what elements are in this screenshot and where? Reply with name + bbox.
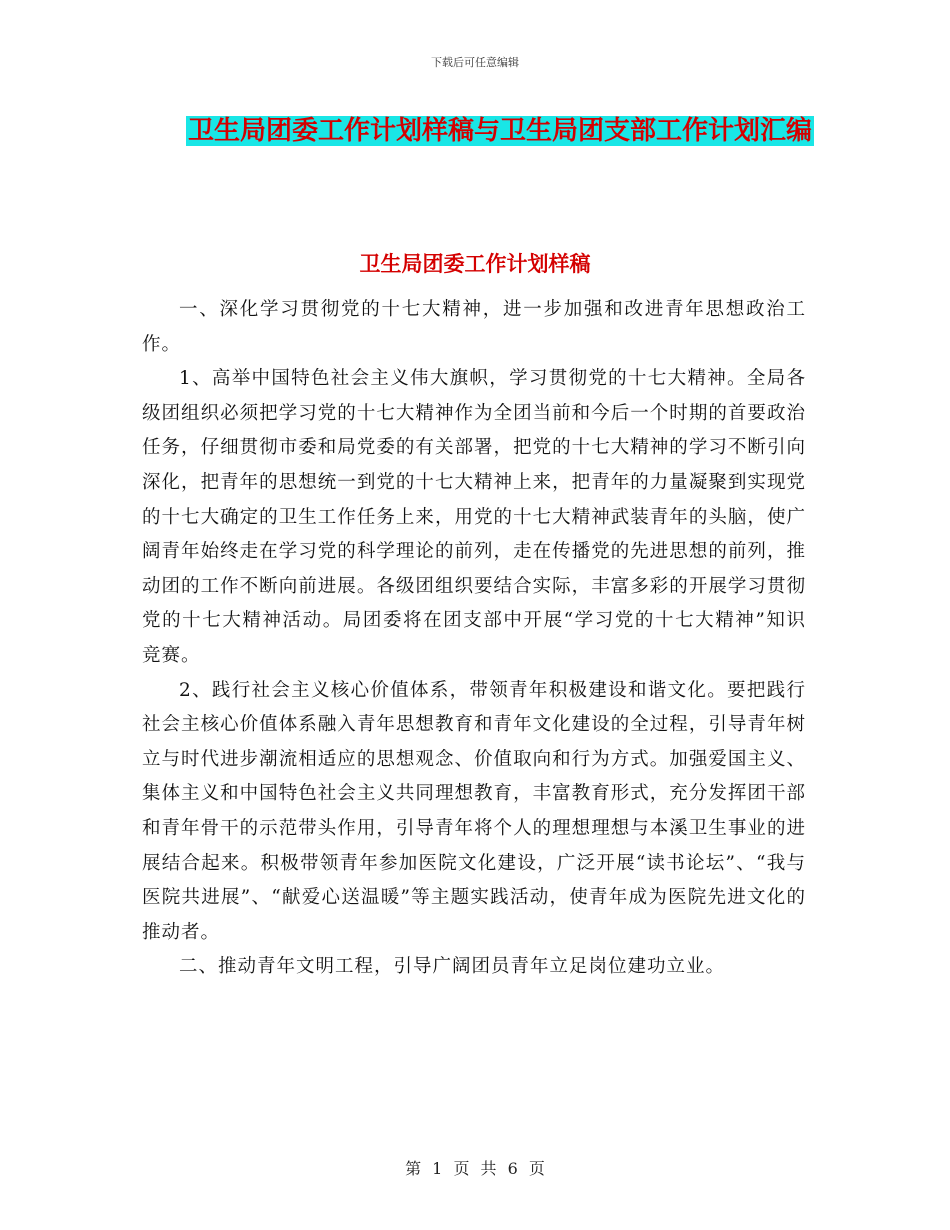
- page-header-note: 下载后可任意编辑: [431, 56, 519, 69]
- page-number-footer: 第 1 页 共 6 页: [405, 1159, 545, 1178]
- section-title: 卫生局团委工作计划样稿: [359, 252, 591, 276]
- document-title: [150, 108, 850, 154]
- paragraph: 2、践行社会主义核心价值体系，带领青年积极建设和谐文化。要把践行社会主核心价值体系融入青年思想教育和青年文化建设的全过程，引导青年树立与时代进步潮流相适应的思想观念、价值取向和行为方式。加强爱国主义、集体主义和中国特色社会主义共同理想教育，丰富教育形式，充分发挥团干部和青年骨干的示范带头作用，引导青年将个人的理想理想与本溪卫生事业的进展结合起来。积极带领青年参加医院文化建设，广泛开展“读书论坛”、“我与医院共进展”、“献爱心送温暖”等主题实践活动，使青年成为医院先进文化的推动者。: [142, 679, 806, 943]
- paragraph: 1、高举中国特色社会主义伟大旗帜，学习贯彻党的十七大精神。全局各级团组织必须把学习党的十七大精神作为全团当前和今后一个时期的首要政治任务，仔细贯彻市委和局党委的有关部署，把党的十七大精神的学习不断引向深化，把青年的思想统一到党的十七大精神上来，把青年的力量凝聚到实现党的十七大确定的卫生工作任务上来，用党的十七大精神武装青年的头脑，使广阔青年始终走在学习党的科学理论的前列，走在传播党的先进思想的前列，推动团的工作不断向前进展。各级团组织要结合实际，丰富多彩的开展学习贯彻党的十七大精神活动。局团委将在团支部中开展“学习党的十七大精神”知识竞赛。: [142, 368, 806, 666]
- document-title-text: 卫生局团委工作计划样稿与卫生局团支部工作计划汇编: [187, 116, 812, 146]
- paragraph: 二、推动青年文明工程，引导广阔团员青年立足岗位建功立业。: [179, 956, 726, 978]
- paragraph: 一、深化学习贯彻党的十七大精神，进一步加强和改进青年思想政治工作。: [142, 299, 806, 355]
- document-body: [142, 293, 806, 985]
